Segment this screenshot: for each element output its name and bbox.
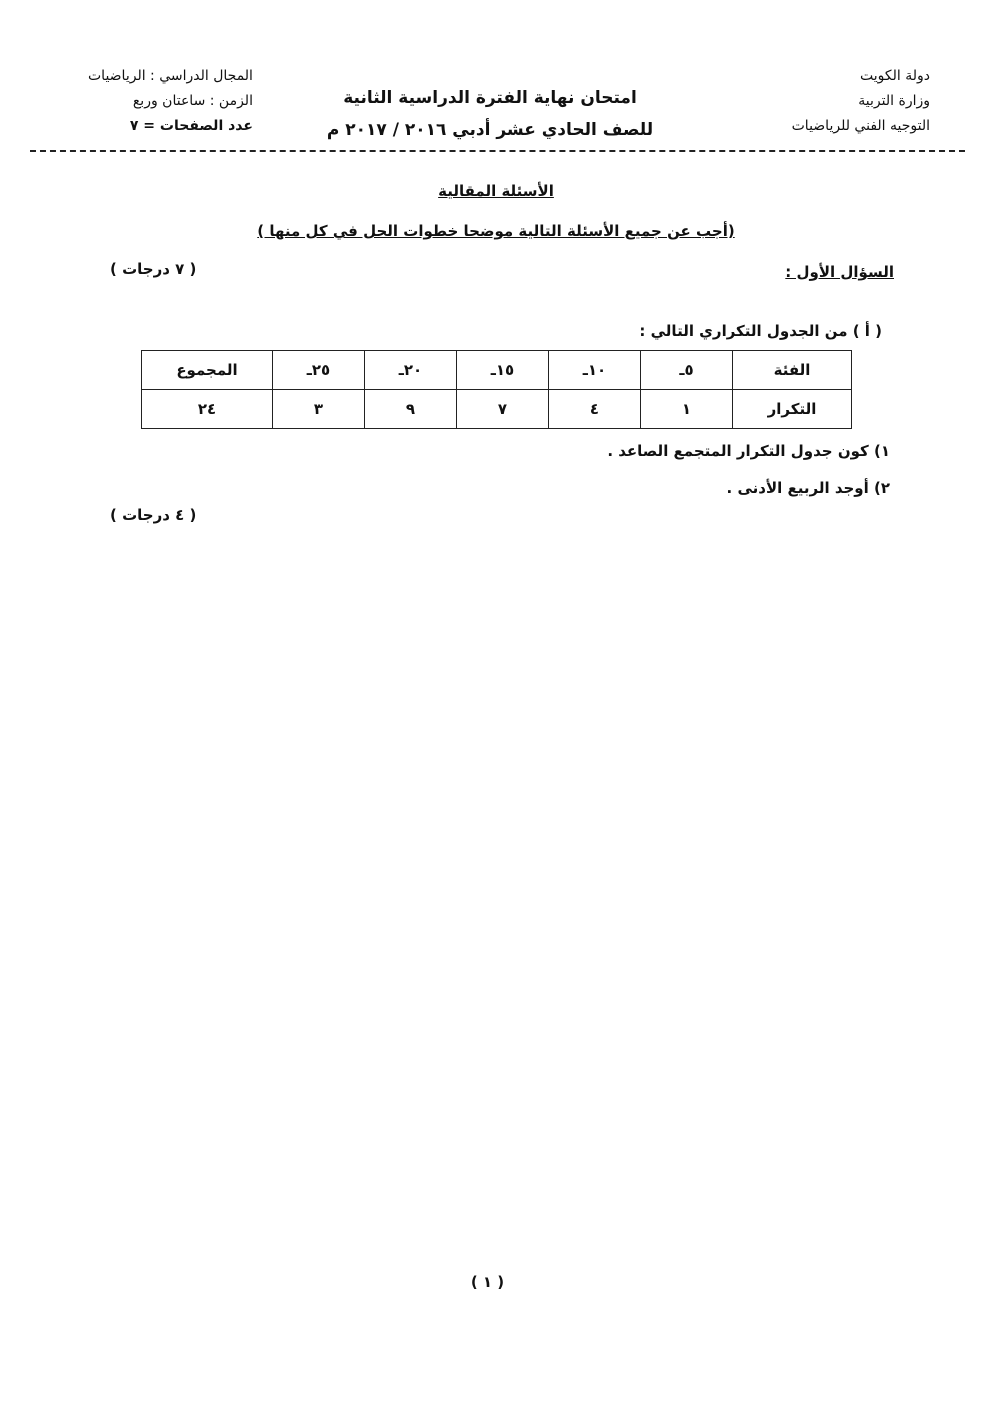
page-count: عدد الصفحات = ٧ (129, 118, 253, 134)
table-header-row (142, 351, 852, 390)
table-cell: ٢٥ـ (273, 351, 365, 390)
question-1-marks: ( ٧ درجات ) (110, 260, 197, 278)
item-1: ١) كون جدول التكرار المتجمع الصاعد . (607, 442, 890, 460)
exam-duration: الزمن : ساعتان وربع (132, 93, 253, 109)
header-right (792, 64, 930, 139)
table-cell: ١٥ـ (457, 351, 549, 390)
department-name: التوجيه الفني للرياضيات (791, 118, 930, 134)
exam-title: امتحان نهاية الفترة الدراسية الثانية (343, 88, 637, 108)
table-cell: ١ (641, 390, 733, 429)
part-a-prompt: ( أ ) من الجدول التكراري التالي : (639, 322, 882, 340)
table-cell: ٢٠ـ (365, 351, 457, 390)
section-title: الأسئلة المقالية (438, 182, 554, 200)
table-cell: ٧ (457, 390, 549, 429)
table-cell: ٣ (273, 390, 365, 429)
table-cell: المجموع (142, 351, 273, 390)
exam-grade-year: للصف الحادي عشر أدبي ٢٠١٦ / ٢٠١٧ م (326, 120, 654, 140)
country-name: دولة الكويت (860, 68, 930, 84)
table-cell: التكرار (733, 390, 852, 429)
header-divider (30, 150, 965, 152)
table-cell: الفئة (733, 351, 852, 390)
subject-field: المجال الدراسي : الرياضيات (88, 68, 253, 84)
table-cell: ٥ـ (641, 351, 733, 390)
item-2: ٢) أوجد الربيع الأدنى . (726, 479, 890, 497)
table-cell: ٩ (365, 390, 457, 429)
table-row (142, 390, 852, 429)
header-left (88, 64, 253, 139)
part-marks: ( ٤ درجات ) (110, 506, 197, 524)
table-cell: ٢٤ (142, 390, 273, 429)
table-cell: ١٠ـ (549, 351, 641, 390)
ministry-name: وزارة التربية (858, 93, 930, 109)
header-center (300, 82, 680, 146)
question-1-label: السؤال الأول : (785, 263, 894, 281)
table-cell: ٤ (549, 390, 641, 429)
page-number: ( ١ ) (470, 1273, 505, 1291)
instructions: (أجب عن جميع الأسئلة التالية موضحا خطوات الحل في كل منها ) (257, 222, 735, 240)
frequency-table (141, 350, 852, 429)
